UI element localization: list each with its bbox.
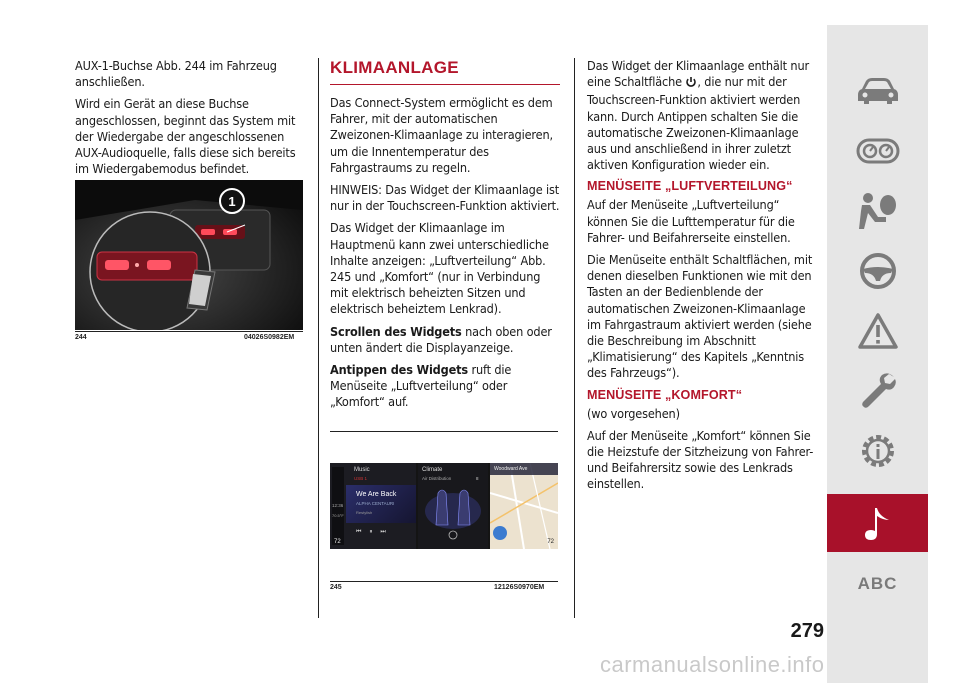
column-divider	[574, 58, 575, 618]
subsection-heading: MENÜSEITE „LUFTVERTEILUNG“	[587, 179, 793, 194]
paragraph: Das Widget der Klimaanlage enthält nur eine Schaltfläche , die nur mit der Touchscreen-Funktion aktiviert werden kann. Durch Antippen schalten Sie die automatische Zweizonen-Klimaanlage aus und anschließend in ihrer zuletzt aktiven Konfiguration wieder ein.	[587, 58, 809, 173]
paragraph: Auf der Menüseite „Komfort“ können Sie die Heizstufe der Sitzheizung von Fahrer- und Beifahrersitz sowie des Lenkrads einstellen.	[587, 427, 814, 492]
album: Restylish	[356, 510, 373, 515]
sidebar-item-safety[interactable]	[827, 183, 928, 239]
paragraph: Scrollen des Widgets nach oben oder unten ändert die Displayanzeige.	[330, 323, 552, 355]
map-widget	[490, 463, 558, 549]
temp-left: 72	[334, 539, 341, 545]
power-icon	[685, 76, 697, 92]
wrench-icon	[858, 371, 898, 411]
map-illustration	[490, 463, 558, 549]
watermark: carmanualsonline.info	[600, 652, 825, 677]
figure-code: 12126S0970EM	[494, 584, 545, 591]
sidebar-item-instruments[interactable]	[827, 123, 928, 179]
music-note-icon	[863, 504, 893, 542]
seats-illustration	[418, 463, 488, 549]
figure-number: 245	[330, 584, 342, 591]
index-label: ABC	[857, 574, 898, 593]
fan-level: 8	[476, 476, 479, 481]
figure-code: 04026S0982EM	[244, 334, 295, 341]
sidebar-item-multimedia[interactable]	[827, 494, 928, 552]
aux-socket-illustration	[75, 180, 303, 330]
paragraph: Das Widget der Klimaanlage im Hauptmenü kann zwei unterschiedliche Inhalte anzeigen: „Luftverteilung“ Abb. 245 und „Komfort“ (nur in Verbindung mit elektrisch beheizten Sitzen und elektrisch beheiztem Lenkrad).	[330, 220, 549, 317]
paragraph: (wo vorgesehen)	[587, 405, 680, 421]
map-title: Woodward Ave	[490, 463, 558, 475]
sidebar-item-vehicle[interactable]	[827, 63, 928, 119]
climate-subtitle: Air Distribution	[422, 476, 452, 481]
paragraph: Auf der Menüseite „Luftverteilung“ können Sie die Lufttemperatur für die Fahrer- und Beifahrerseite einstellen.	[587, 197, 795, 245]
paragraph: HINWEIS: Das Widget der Klimaanlage ist nur in der Touchscreen-Funktion aktiviert.	[330, 182, 560, 214]
sidebar-item-emergency[interactable]	[827, 303, 928, 359]
warning-triangle-icon	[857, 312, 899, 350]
paragraph: Wird ein Gerät an diese Buchse angeschlossen, beginnt das System mit der Wiedergabe der angeschlossenen AUX-Audioquelle, falls diese sich bereits im Wiedergabemodus befindet.	[75, 96, 296, 177]
car-icon	[856, 75, 900, 107]
figure-244-aux-socket	[75, 180, 303, 330]
clock: 12:36	[332, 503, 344, 508]
paragraph: Antippen des Widgets ruft die Menüseite „Luftverteilung“ oder „Komfort“ auf.	[330, 362, 512, 410]
settings-gear-icon	[857, 430, 899, 472]
sidebar-item-driving[interactable]	[827, 243, 928, 299]
bold-term: Scrollen des Widgets	[330, 323, 462, 339]
paragraph: AUX-1-Buchse Abb. 244 im Fahrzeug anschließen.	[75, 58, 277, 90]
outside-temp: 70.5°F	[332, 513, 344, 518]
chapter-sidebar	[827, 25, 928, 683]
temp-right: 72	[547, 539, 554, 545]
paragraph: Das Connect-System ermöglicht es dem Fahrer, mit der automatischen Zweizonen-Klimaanlage zu interagieren, um die Innentemperatur des Fahrgastraums zu regeln.	[330, 95, 553, 175]
paragraph: Die Menüseite enthält Schaltflächen, mit denen dieselben Funktionen wie mit den Tasten an der Bedienblende der automatischen Zweizonen-Klimaanlage im Fahrgastraum aktiviert werden (siehe die Beschreibung im Abschnitt „Klimatisierung“ des Kapitels „Kenntnis des Fahrzeugs“).	[587, 252, 813, 381]
music-source: USB 1	[354, 476, 368, 481]
subsection-heading: MENÜSEITE „KOMFORT“	[587, 387, 743, 402]
airbag-icon	[856, 191, 900, 231]
right-column	[587, 58, 815, 499]
figure-rule	[75, 331, 303, 332]
figure-number: 244	[75, 334, 87, 341]
sidebar-item-maintenance[interactable]	[827, 363, 928, 419]
figure-245-connect-screen	[330, 463, 558, 549]
bold-term: Antippen des Widgets	[330, 362, 468, 378]
sidebar-item-technical-data[interactable]	[827, 423, 928, 479]
playback-controls: ⏮⏸⏭	[356, 529, 394, 535]
song-title: We Are Back	[356, 491, 397, 498]
sidebar-item-index[interactable]	[827, 556, 928, 612]
music-widget	[330, 463, 416, 549]
figure-callout: 1	[219, 188, 245, 214]
gauges-icon	[856, 136, 900, 166]
climate-title: Climate	[422, 467, 443, 473]
music-title: Music	[354, 467, 370, 473]
artist: ALPHA CENTAURI	[356, 501, 395, 506]
left-column	[75, 58, 303, 183]
climate-widget	[418, 463, 488, 549]
page-number: 279	[790, 620, 824, 642]
section-rule	[330, 431, 558, 432]
figure-rule	[330, 581, 558, 582]
column-divider	[318, 58, 319, 618]
steering-wheel-icon	[858, 251, 898, 291]
middle-column	[330, 58, 560, 417]
section-heading: KLIMAANLAGE	[330, 58, 560, 85]
